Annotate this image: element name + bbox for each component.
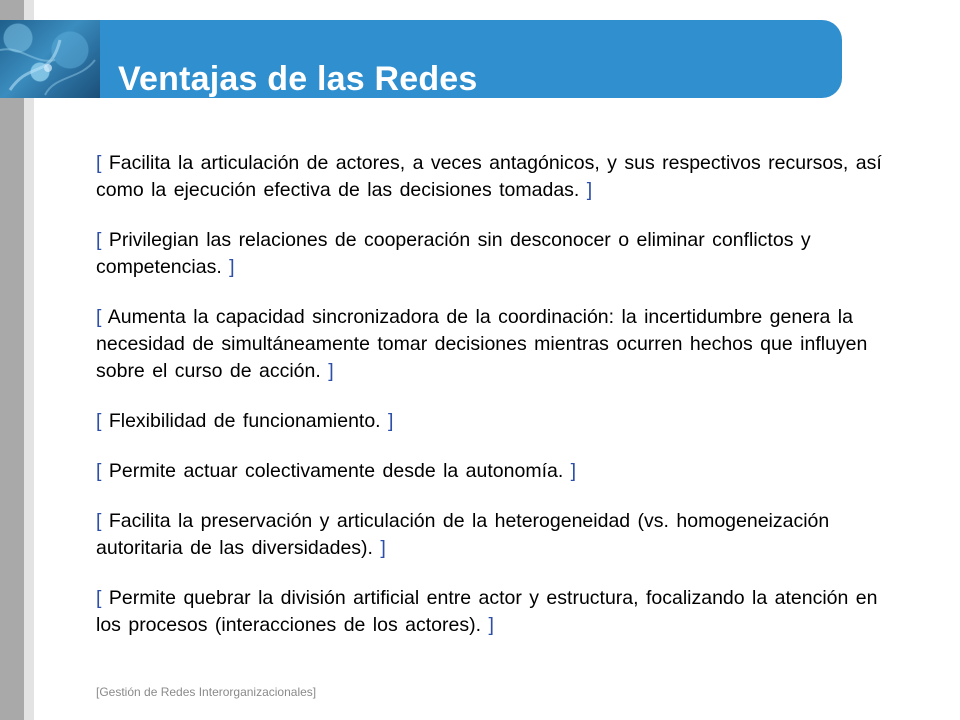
close-bracket: ] xyxy=(488,614,494,636)
bullet-text: Privilegian las relaciones de cooperación sin desconocer o eliminar conflictos y competencias. xyxy=(96,229,811,278)
close-bracket: ] xyxy=(380,537,386,559)
left-decorative-bar-light xyxy=(24,0,34,720)
close-bracket: ] xyxy=(570,460,577,482)
title-banner xyxy=(0,20,842,98)
bullet-item xyxy=(96,150,906,204)
bullet-text: Facilita la preservación y articulación de la heterogeneidad (vs. homogeneización autoritaria de las diversidades). xyxy=(96,510,830,559)
bullet-item xyxy=(96,227,906,281)
open-bracket: [ xyxy=(96,587,102,609)
header-photo-image xyxy=(0,20,100,98)
page-title: Ventajas de las Redes xyxy=(118,60,478,98)
bullet-text: Permite quebrar la división artificial entre actor y estructura, focalizando la atención en los procesos (interacciones de los actores). xyxy=(96,587,878,636)
open-bracket: [ xyxy=(96,410,102,432)
open-bracket: [ xyxy=(96,152,102,174)
open-bracket: [ xyxy=(96,510,102,532)
close-bracket: ] xyxy=(229,256,235,278)
left-decorative-bar xyxy=(0,0,24,720)
open-bracket: [ xyxy=(96,460,102,482)
footer-caption: [Gestión de Redes Interorganizacionales] xyxy=(96,685,317,699)
bullet-item xyxy=(96,585,906,639)
bullet-list xyxy=(96,150,906,662)
bullet-item xyxy=(96,508,906,562)
close-bracket: ] xyxy=(586,179,593,201)
bullet-item xyxy=(96,408,906,435)
bullet-item xyxy=(96,304,906,385)
header-photo-texture xyxy=(0,20,100,98)
bullet-text: Facilita la articulación de actores, a veces antagónicos, y sus respectivos recursos, así como la ejecución efectiva de las decisiones tomadas. xyxy=(96,152,882,201)
bullet-text: Flexibilidad de funcionamiento. xyxy=(108,410,381,432)
open-bracket: [ xyxy=(96,229,102,251)
open-bracket: [ xyxy=(96,306,102,328)
close-bracket: ] xyxy=(328,360,334,382)
bullet-item xyxy=(96,458,906,485)
close-bracket: ] xyxy=(388,410,394,432)
bullet-text: Aumenta la capacidad sincronizadora de la coordinación: la incertidumbre genera la necesidad de simultáneamente tomar decisiones mientras ocurren hechos que influyen sobre el curso de acción. xyxy=(96,306,868,382)
bullet-text: Permite actuar colectivamente desde la autonomía. xyxy=(108,460,564,482)
